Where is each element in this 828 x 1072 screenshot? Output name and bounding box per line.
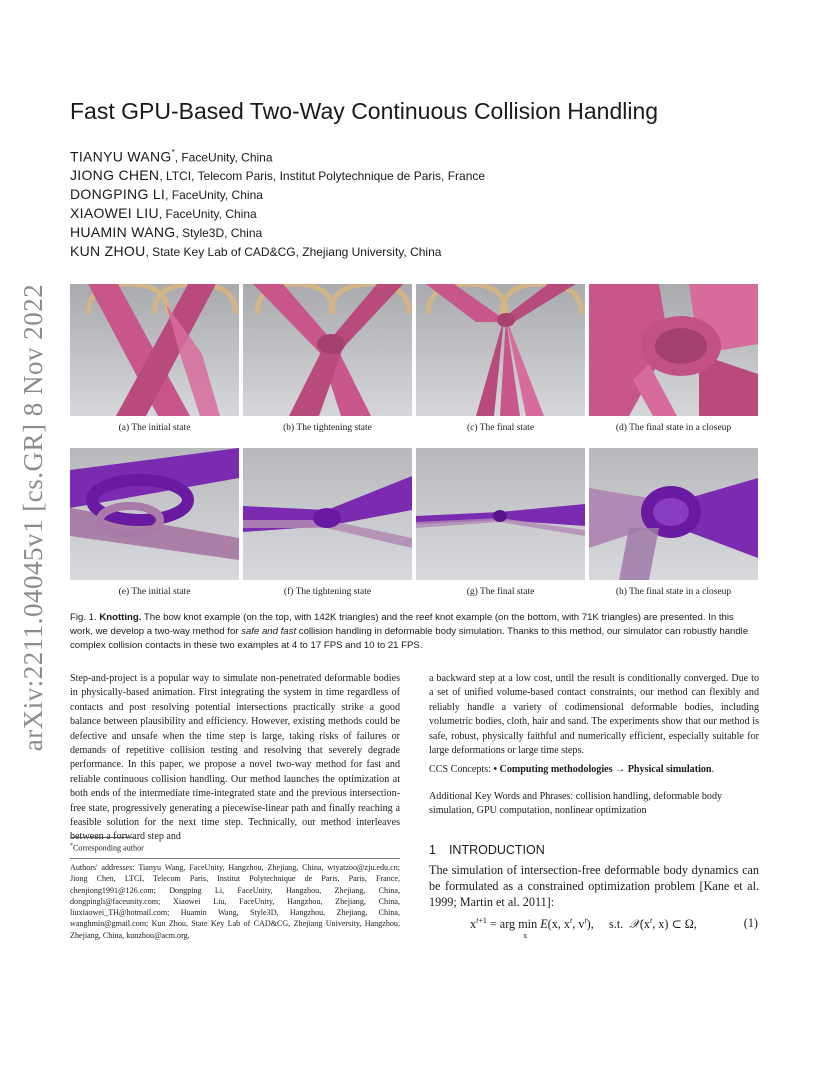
author-name: DONGPING LI [70, 186, 166, 202]
author-name: HUAMIN WANG [70, 224, 176, 240]
author-entry [70, 224, 485, 243]
figure-caption-text: collision handling in deformable body simulation. Thanks to this method, our simulator can robustly handle complex collision contacts in these two examples at 4 to 17 FPS and 10 to 21 FPS. [70, 626, 749, 651]
author-list [70, 148, 485, 262]
author-name: JIONG CHEN [70, 167, 160, 183]
arxiv-identifier [6, 282, 62, 752]
figure-panel-b [243, 284, 412, 416]
author-affiliation: , LTCI, Telecom Paris, Institut Polytechnique de Paris, France [159, 169, 486, 183]
subcaption-c: (c) The final state [466, 423, 535, 433]
author-entry [70, 186, 485, 205]
figure-title: Knotting. [99, 612, 142, 623]
author-affiliation: , State Key Lab of CAD&CG, Zhejiang University, China [145, 245, 442, 259]
subcaption-row-top [70, 423, 758, 433]
subcaption-h: (h) The final state in a closeup [615, 587, 732, 597]
author-name: KUN ZHOU [70, 243, 146, 259]
equation-body: $x^{t+1}$ = arg min x E(x, $x^t$, $v^t$), s.t. $𝒳(x^t$, x) ⊂ Ω, [470, 916, 697, 941]
author-affiliation: , FaceUnity, China [165, 188, 263, 202]
subcaption-b: (b) The tightening state [283, 423, 372, 433]
corresponding-text: Corresponding author [73, 843, 144, 853]
section-number: 1 [429, 843, 436, 857]
figure-label: Fig. 1. [70, 612, 97, 623]
author-entry [70, 148, 485, 167]
figure-panel-e [70, 448, 239, 580]
author-name: TIANYU WANG [70, 148, 172, 165]
figure-panel-h [589, 448, 758, 580]
subcaption-f: (f) The tightening state [283, 587, 372, 597]
author-affiliation: , Style3D, China [175, 226, 263, 240]
equation-1 [470, 916, 758, 941]
section-heading [429, 843, 545, 857]
equation-number: (1) [743, 916, 758, 930]
author-affiliation: , FaceUnity, China [158, 207, 257, 221]
ccs-prefix: CCS Concepts: [429, 764, 494, 775]
author-addresses: Authors' addresses: Tianyu Wang, FaceUnity, Hangzhou, Zhejiang, China, wtyatzoo@zju.edu.cn; Jiong Chen, LTCI, Telecom Paris, Institut Polytechnique de Paris, Paris, France, chenjiong1991@126.com; Dongping Li, FaceUnity, Hangzhou, Zhejiang, China, dongpingli@faceunity.com; Xiaowei Liu, FaceUnity, Hangzhou, Zhejiang, China, liuxiaowei_TH@hotmail.com; Huamin Wang, Style3D, Hangzhou, Zhejiang, China, wanghmin@gmail.com; Kun Zhou, State Key Lab of CAD&CG, Zhejiang University, Hangzhou, Zhejiang, China, kunzhou@acm.org. [70, 863, 400, 940]
subcaption-d: (d) The final state in a closeup [615, 423, 732, 433]
figure-row-bow-knot [70, 284, 758, 416]
subcaption-g: (g) The final state [466, 587, 535, 597]
subcaption-e: (e) The initial state [118, 587, 191, 597]
ccs-concept: • Computing methodologies → Physical simulation [493, 764, 712, 775]
arxiv-id-text: arXiv:2211.04045v1 [cs.GR] 8 Nov 2022 [18, 283, 49, 751]
abstract-right: a backward step at a low cost, until the result is conditionally converged. Due to a set of unified volume-based contact constraints, our method can flexibly and reliably handle a variety of codimensional deformable bodies, including volumetric bodies, cloth, hair and sand. The experiments show that our method is safe, robust, physically faithful and numerically efficient, especially suitable for large deformations or large time steps. [429, 673, 759, 757]
author-affiliation: , FaceUnity, China [174, 150, 273, 165]
figure-caption-emphasis: safe and fast [241, 626, 297, 637]
figure-panel-g [416, 448, 585, 580]
author-entry [70, 243, 485, 262]
abstract-left: Step-and-project is a popular way to simulate non-penetrated deformable bodies in physically-based animation. First integrating the system in time regardless of contacts and post resolving potential intersections practically strike a good balance between plausibility and efficiency. However, existing methods could be defective and unsafe when the time step is large, taking risks of failures or demands of repetitive collision testing and resolving that severely degrade performance. In this paper, we propose a novel two-way method for fast and reliable continuous collision handling. Our method launches the optimization at both ends of the intermediate time-integrated state and the previous intersection-free state, progressively generating a piecewise-linear path and finally reaching a feasible solution for the next time step. Technically, our method interleaves between a forward step and [70, 673, 400, 843]
subcaption-row-bottom [70, 587, 758, 597]
figure-caption [70, 611, 758, 653]
corresponding-footnote: *Corresponding author [70, 843, 144, 853]
additional-keywords: Additional Key Words and Phrases: collision handling, deformable body simulation, GPU computation, nonlinear optimization [429, 791, 723, 817]
corresponding-mark: * [171, 148, 175, 157]
figure-panel-a [70, 284, 239, 416]
author-name: XIAOWEI LIU [70, 205, 159, 221]
figure-panel-c [416, 284, 585, 416]
figure-panel-d [589, 284, 758, 416]
figure-panel-f [243, 448, 412, 580]
paper-title: Fast GPU-Based Two-Way Continuous Collision Handling [70, 98, 659, 124]
author-entry [70, 205, 485, 224]
subcaption-a: (a) The initial state [118, 423, 191, 433]
ccs-concepts [429, 763, 759, 777]
figure-caption-text: The bow knot example (on the top, with 142K triangles) and the reef knot example (on the bottom, with 71K triangles) are presented. In this work, we develop a two-way method for [70, 612, 734, 637]
figure-row-reef-knot [70, 448, 758, 580]
intro-paragraph: The simulation of intersection-free deformable body dynamics can be formulated as a constrained optimization problem [Kane et al. 1999; Martin et al. 2011]: [429, 863, 759, 909]
address-rule [70, 858, 400, 859]
footnote-rule [70, 837, 134, 838]
section-title: INTRODUCTION [448, 843, 545, 857]
ccs-suffix: . [711, 764, 715, 775]
author-entry [70, 167, 485, 186]
